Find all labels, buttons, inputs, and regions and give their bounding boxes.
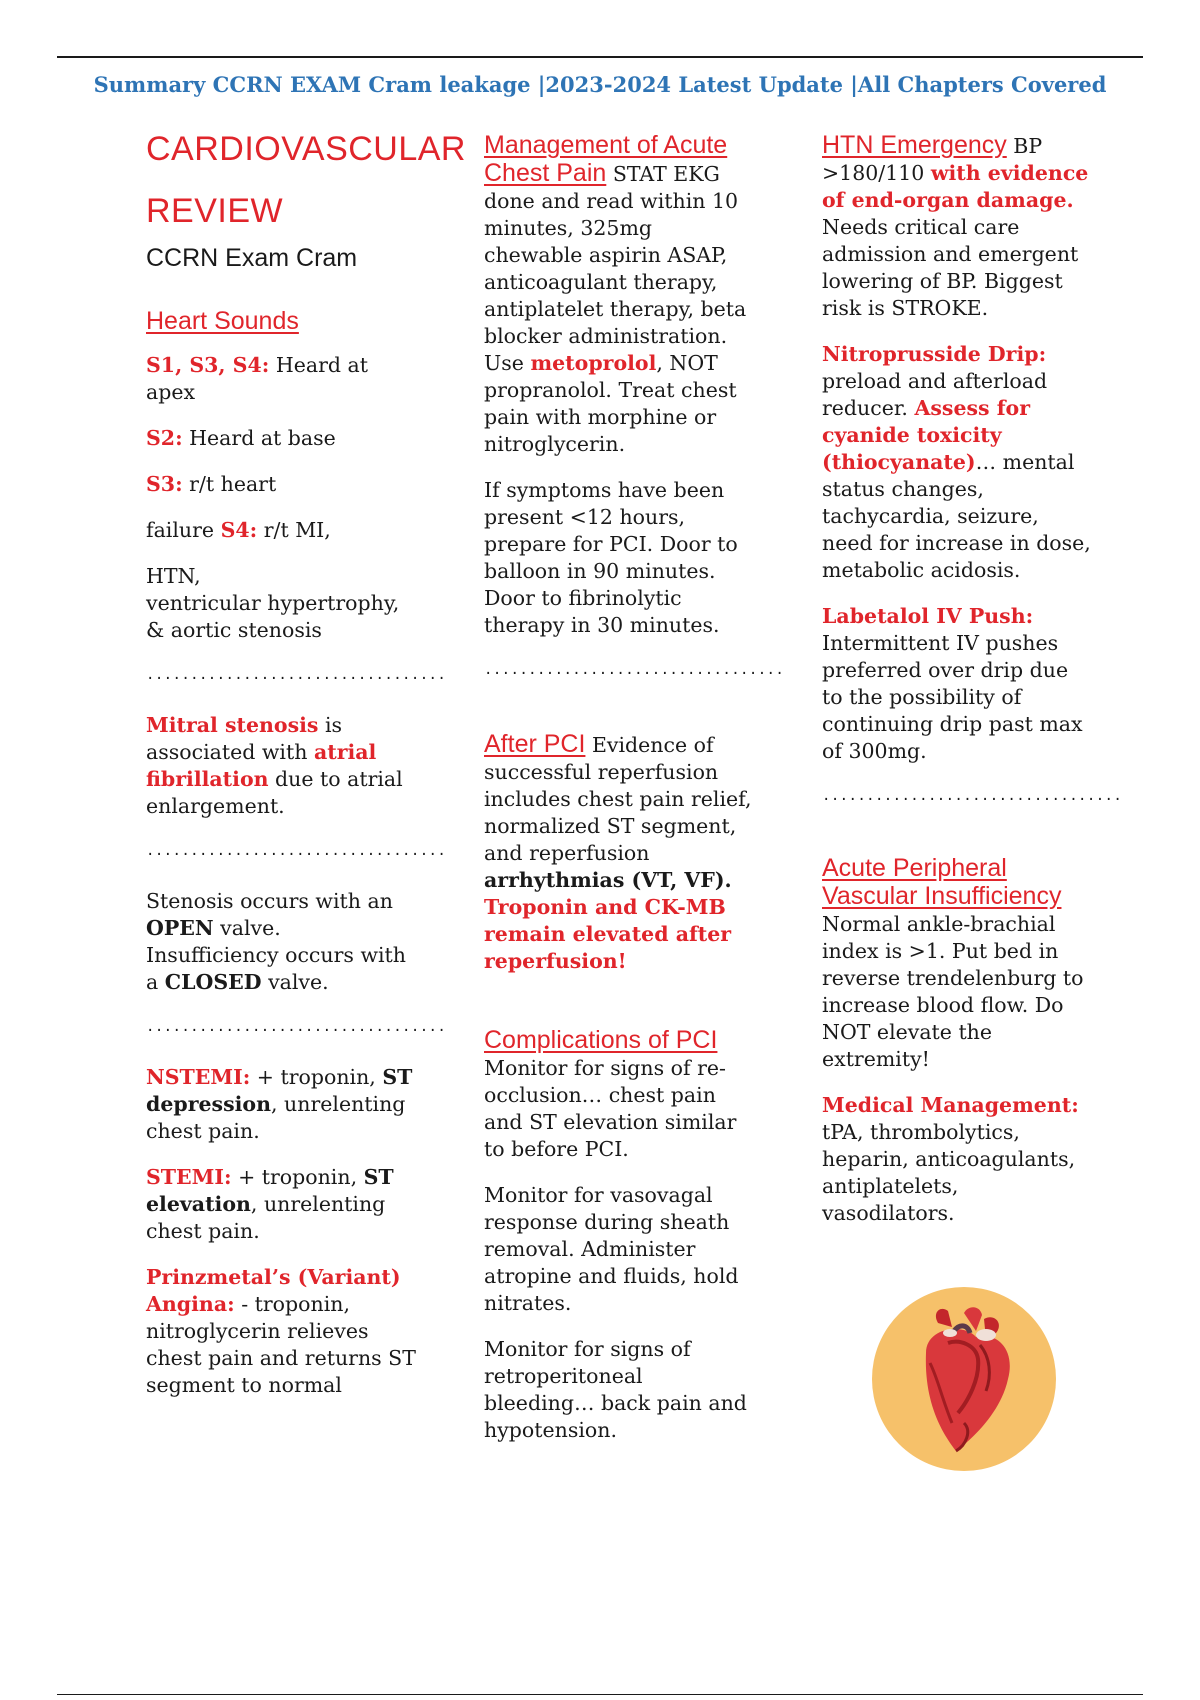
column-3 — [822, 118, 1123, 1246]
peripheral-vascular-heading: Acute Peripheral Vascular Insufficiency — [822, 854, 1062, 910]
heart-sound-s4-more: ventricular hypertrophy, & aortic stenosis — [146, 591, 400, 642]
heart-sound-s1: S1, S3, S4: Heard at apex — [146, 353, 368, 404]
heart-sounds-heading: Heart Sounds — [146, 307, 299, 335]
divider: .................................. — [146, 667, 447, 683]
prinzmetal-note: Prinzmetal’s (Variant) Angina: - troponin, nitroglycerin relieves chest pain and returns ST segment to normal — [146, 1265, 416, 1397]
top-rule — [57, 56, 1143, 58]
acute-chest-pain-heading: Management of Acute Chest Pain — [484, 131, 728, 187]
divider: .................................. — [146, 1019, 447, 1035]
heart-sound-s4: failure S4: r/t MI, — [146, 518, 331, 542]
stemi-note: STEMI: + troponin, ST elevation, unrelenting chest pain. — [146, 1165, 394, 1243]
retroperitoneal-note: Monitor for signs of retroperitoneal bleeding… back pain and hypotension. — [484, 1337, 747, 1442]
bottom-rule — [57, 1694, 1143, 1695]
htn-emergency-section: HTN Emergency BP >180/110 with evidence of end-organ damage. Needs critical care admission and emergent lowering of BP. Biggest risk is STROKE. — [822, 131, 1089, 320]
column-2 — [484, 118, 785, 1463]
mitral-stenosis-note: Mitral stenosis is associated with atrial fibrillation due to atrial enlargement. — [146, 713, 403, 818]
main-title-line-1: CARDIOVASCULAR — [146, 130, 466, 168]
acute-chest-pain-section: Management of Acute Chest Pain STAT EKG done and read within 10 minutes, 325mg chewable aspirin ASAP, anticoagulant therapy, antiplatelet therapy, beta blocker administration. Use metoprolol, NOT propranolol. Treat chest pain with morphine or nitroglycerin. — [484, 131, 747, 456]
vasovagal-note: Monitor for vasovagal response during sheath removal. Administer atropine and fluids, hold nitrates. — [484, 1183, 739, 1315]
subtitle: CCRN Exam Cram — [146, 244, 358, 272]
stenosis-note: Stenosis occurs with an OPEN valve. Insufficiency occurs with a CLOSED valve. — [146, 889, 406, 994]
document-header: Summary CCRN EXAM Cram leakage |2023-2024 Latest Update |All Chapters Covered — [93, 72, 1107, 97]
divider: .................................. — [822, 788, 1123, 804]
medical-management-note: Medical Management: tPA, thrombolytics, heparin, anticoagulants, antiplatelets, vasodilators. — [822, 1093, 1079, 1225]
heart-sound-s4-htn: HTN, — [146, 564, 201, 588]
labetalol-note: Labetalol IV Push: Intermittent IV pushes preferred over drip due to the possibility of continuing drip past max of 300mg. — [822, 604, 1083, 763]
peripheral-vascular-section: Acute Peripheral Vascular Insufficiency Normal ankle-brachial index is >1. Put bed in reverse trendelenburg to increase blood flow. Do NOT elevate the extremity! — [822, 854, 1084, 1071]
nstemi-note: NSTEMI: + troponin, ST depression, unrelenting chest pain. — [146, 1065, 413, 1143]
after-pci-heading: After PCI — [484, 730, 586, 758]
column-1 — [146, 118, 466, 1418]
main-title-line-2: REVIEW — [146, 192, 284, 230]
heart-sound-s3: S3: r/t heart — [146, 472, 277, 496]
heart-sound-s2: S2: Heard at base — [146, 426, 336, 450]
divider: .................................. — [484, 662, 785, 678]
complications-heading: Complications of PCI — [484, 1026, 718, 1054]
htn-emergency-heading: HTN Emergency — [822, 131, 1007, 159]
complications-section: Complications of PCI Monitor for signs of re-occlusion… chest pain and ST elevation similar to before PCI. — [484, 1026, 737, 1161]
divider: .................................. — [146, 843, 447, 859]
after-pci-section: After PCI Evidence of successful reperfusion includes chest pain relief, normalized ST segment, and reperfusion arrhythmias (VT, VF). Troponin and CK-MB remain elevated after reperfusion! — [484, 730, 752, 973]
nitroprusside-note: Nitroprusside Drip: preload and afterload reducer. Assess for cyanide toxicity (thiocyanate)… mental status changes, tachycardia, seizure, need for increase in dose, metabolic acidosis. — [822, 342, 1091, 582]
pci-timing-note: If symptoms have been present <12 hours, prepare for PCI. Door to balloon in 90 minutes. Door to fibrinolytic therapy in 30 minutes. — [484, 478, 738, 637]
heart-icon — [868, 1283, 1060, 1475]
